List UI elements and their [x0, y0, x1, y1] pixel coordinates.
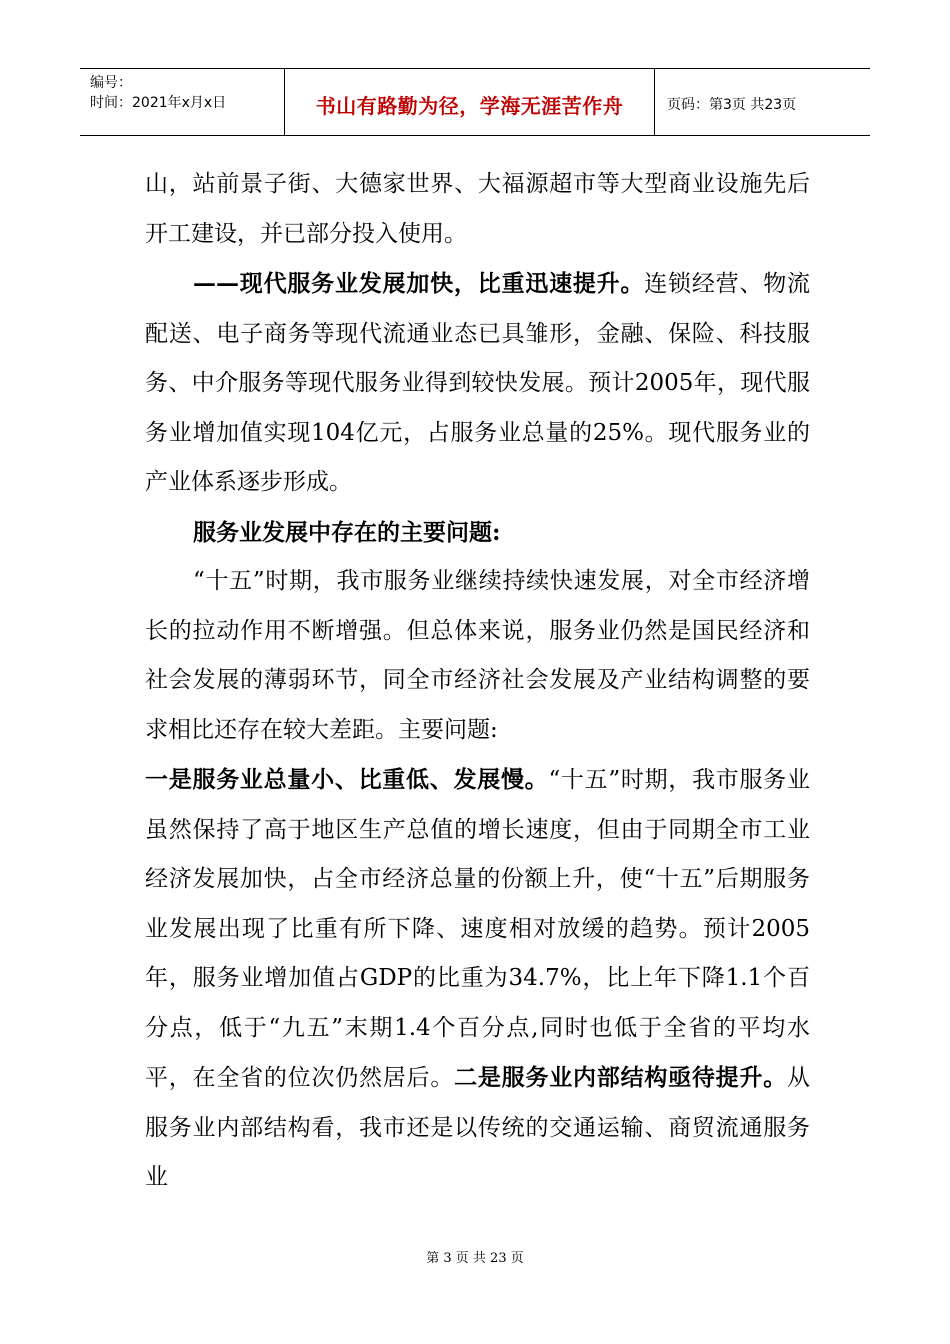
- paragraph-4: “十五”时期，我市服务业继续持续快速发展，对全市经济增长的拉动作用不断增强。但总体来说，服务业仍然是国民经济和社会发展的薄弱环节，同全市经济社会发展及产业结构调整的要求相比还存在较大差距。主要问题:: [145, 568, 810, 743]
- paragraph-2-text: 连锁经营、物流配送、电子商务等现代流通业态已具雏形，金融、保险、科技服务、中介服务等现代服务业得到较快发展。预计2005年，现代服务业增加值实现104亿元，占服务业总量的25%。现代服务业的产业体系逐步形成。: [145, 271, 811, 495]
- document-number-label: 编号：: [90, 75, 132, 91]
- header-page-info: 页码：第3页 共23页: [667, 97, 797, 113]
- document-body: [145, 160, 810, 1203]
- paragraph-5: [145, 755, 810, 1203]
- section-heading-problems: 服务业发展中存在的主要问题:: [193, 518, 501, 546]
- document-time-label: 时间：2021年x月x日: [90, 95, 227, 111]
- problem-2-heading: 二是服务业内部结构亟待提升。: [454, 1064, 788, 1091]
- header-motto: 书山有路勤为径，学海无涯苦作舟: [315, 93, 624, 118]
- header-page-info-cell: [655, 69, 870, 135]
- header-motto-cell: [285, 69, 655, 135]
- problem-2-text: 从服务业内部结构看，我市还是以传统的交通运输、商贸流通服务业: [145, 1065, 811, 1190]
- problem-1-heading: 一是服务业总量小、比重低、发展慢。: [145, 766, 549, 793]
- page-header: [80, 68, 870, 136]
- paragraph-2: [145, 259, 810, 508]
- paragraph-1: 山，站前景子街、大德家世界、大福源超市等大型商业设施先后开工建设，并已部分投入使用。: [145, 171, 810, 247]
- paragraph-2-heading: ——现代服务业发展加快，比重迅速提升。: [193, 270, 645, 297]
- header-meta: [80, 69, 285, 135]
- problem-1-text: “十五”时期，我市服务业虽然保持了高于地区生产总值的增长速度，但由于同期全市工业经济发展加快，占全市经济总量的份额上升，使“十五”后期服务业发展出现了比重有所下降、速度相对放缓的趋势。预计2005年，服务业增加值占GDP的比重为34.7%，比上年下降1.1个百分点，低于“九五”末期1.4个百分点,同时也低于全省的平均水平，在全省的位次仍然居后。: [145, 767, 810, 1091]
- page-footer: 第 3 页 共 23 页: [426, 1251, 524, 1266]
